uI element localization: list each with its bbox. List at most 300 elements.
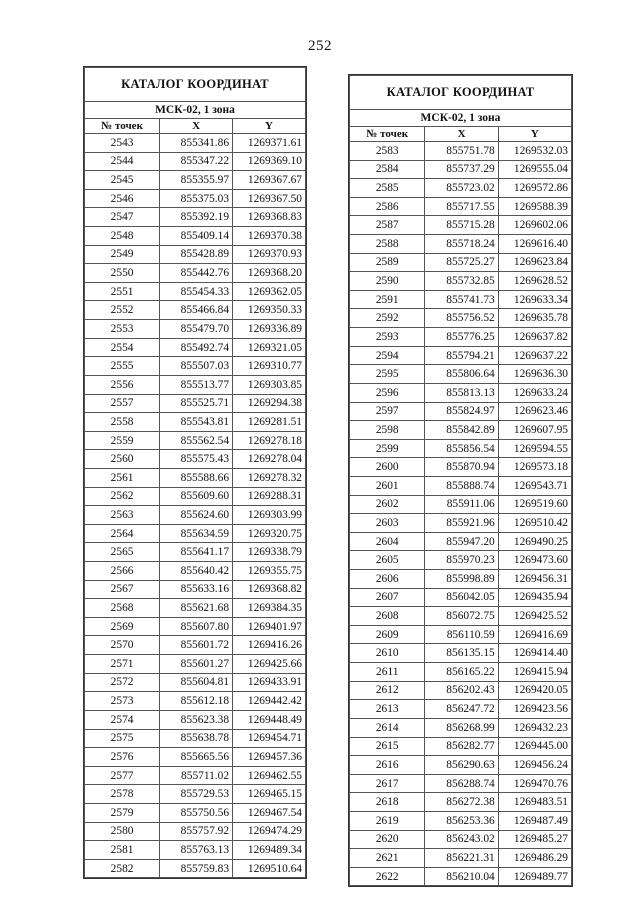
point-number-cell: 2568 (85, 599, 160, 618)
y-coordinate-cell: 1269637.22 (498, 346, 571, 365)
point-number-cell: 2567 (85, 580, 160, 599)
table-row (85, 282, 306, 301)
x-coordinate-cell: 855341.86 (160, 134, 233, 153)
table-row (85, 580, 306, 599)
point-number-cell: 2607 (350, 588, 425, 607)
catalog-rows (85, 134, 306, 878)
table-row (350, 811, 572, 830)
point-number-cell: 2595 (350, 365, 425, 384)
point-number-cell: 2543 (85, 134, 160, 153)
point-number-cell: 2562 (85, 487, 160, 506)
point-number-cell: 2576 (85, 748, 160, 767)
x-coordinate-cell: 855757.92 (160, 822, 233, 841)
y-coordinate-cell: 1269490.25 (498, 532, 571, 551)
x-coordinate-cell: 856268.99 (425, 718, 498, 737)
point-number-cell: 2548 (85, 227, 160, 246)
point-number-cell: 2592 (350, 309, 425, 328)
y-coordinate-cell: 1269384.35 (233, 599, 306, 618)
table-row (350, 663, 572, 682)
y-coordinate-cell: 1269588.39 (498, 197, 571, 216)
y-coordinate-cell: 1269489.77 (498, 867, 571, 886)
x-coordinate-cell: 855466.84 (160, 301, 233, 320)
y-coordinate-cell: 1269473.60 (498, 551, 571, 570)
point-number-cell: 2575 (85, 729, 160, 748)
point-number-cell: 2601 (350, 476, 425, 495)
y-coordinate-cell: 1269423.56 (498, 700, 571, 719)
point-number-cell: 2566 (85, 562, 160, 581)
table-row (85, 468, 306, 487)
y-coordinate-cell: 1269442.42 (233, 692, 306, 711)
x-coordinate-cell: 855717.55 (425, 197, 498, 216)
x-coordinate-cell: 855604.81 (160, 673, 233, 692)
point-number-cell: 2563 (85, 506, 160, 525)
point-number-cell: 2550 (85, 264, 160, 283)
x-coordinate-cell: 855806.64 (425, 365, 498, 384)
x-coordinate-cell: 856290.63 (425, 756, 498, 775)
x-coordinate-cell: 855634.59 (160, 524, 233, 543)
table-row (85, 487, 306, 506)
coordinate-catalog-left (83, 66, 307, 879)
point-number-cell: 2556 (85, 375, 160, 394)
table-row (350, 458, 572, 477)
point-number-cell: 2594 (350, 346, 425, 365)
y-coordinate-cell: 1269636.30 (498, 365, 571, 384)
table-row (350, 235, 572, 254)
x-coordinate-cell: 855454.33 (160, 282, 233, 301)
table-row (85, 748, 306, 767)
point-number-cell: 2555 (85, 357, 160, 376)
x-coordinate-cell: 855665.56 (160, 748, 233, 767)
y-coordinate-cell: 1269470.76 (498, 774, 571, 793)
x-coordinate-cell: 855776.25 (425, 328, 498, 347)
x-coordinate-cell: 855347.22 (160, 152, 233, 171)
table-row (85, 655, 306, 674)
table-row (85, 673, 306, 692)
point-number-cell: 2565 (85, 543, 160, 562)
table-row (85, 543, 306, 562)
x-coordinate-cell: 855911.06 (425, 495, 498, 514)
table-row (85, 803, 306, 822)
table-row (350, 681, 572, 700)
point-number-cell: 2577 (85, 766, 160, 785)
table-row (85, 208, 306, 227)
point-number-cell: 2553 (85, 320, 160, 339)
table-row (350, 532, 572, 551)
point-number-cell: 2611 (350, 663, 425, 682)
table-row (85, 785, 306, 804)
point-number-cell: 2602 (350, 495, 425, 514)
point-number-cell: 2598 (350, 421, 425, 440)
x-coordinate-cell: 855428.89 (160, 245, 233, 264)
x-coordinate-cell: 856110.59 (425, 625, 498, 644)
table-row (85, 413, 306, 432)
point-number-cell: 2616 (350, 756, 425, 775)
column-header-x: X (425, 127, 498, 142)
x-coordinate-cell: 855723.02 (425, 179, 498, 198)
y-coordinate-cell: 1269635.78 (498, 309, 571, 328)
y-coordinate-cell: 1269432.23 (498, 718, 571, 737)
y-coordinate-cell: 1269425.52 (498, 607, 571, 626)
x-coordinate-cell: 855621.68 (160, 599, 233, 618)
point-number-cell: 2614 (350, 718, 425, 737)
x-coordinate-cell: 855947.20 (425, 532, 498, 551)
y-coordinate-cell: 1269310.77 (233, 357, 306, 376)
y-coordinate-cell: 1269367.67 (233, 171, 306, 190)
y-coordinate-cell: 1269278.04 (233, 450, 306, 469)
y-coordinate-cell: 1269445.00 (498, 737, 571, 756)
x-coordinate-cell: 855525.71 (160, 394, 233, 413)
y-coordinate-cell: 1269486.29 (498, 849, 571, 868)
point-number-cell: 2578 (85, 785, 160, 804)
y-coordinate-cell: 1269281.51 (233, 413, 306, 432)
x-coordinate-cell: 855640.42 (160, 562, 233, 581)
point-number-cell: 2619 (350, 811, 425, 830)
table-row (85, 766, 306, 785)
point-number-cell: 2559 (85, 431, 160, 450)
point-number-cell: 2547 (85, 208, 160, 227)
y-coordinate-cell: 1269594.55 (498, 439, 571, 458)
y-coordinate-cell: 1269278.32 (233, 468, 306, 487)
y-coordinate-cell: 1269519.60 (498, 495, 571, 514)
point-number-cell: 2605 (350, 551, 425, 570)
table-row (350, 216, 572, 235)
x-coordinate-cell: 855562.54 (160, 431, 233, 450)
x-coordinate-cell: 855794.21 (425, 346, 498, 365)
y-coordinate-cell: 1269572.86 (498, 179, 571, 198)
x-coordinate-cell: 855607.80 (160, 617, 233, 636)
x-coordinate-cell: 855888.74 (425, 476, 498, 495)
y-coordinate-cell: 1269369.10 (233, 152, 306, 171)
catalog-table (84, 67, 306, 878)
point-number-cell: 2615 (350, 737, 425, 756)
point-number-cell: 2551 (85, 282, 160, 301)
y-coordinate-cell: 1269487.49 (498, 811, 571, 830)
point-number-cell: 2554 (85, 338, 160, 357)
point-number-cell: 2591 (350, 290, 425, 309)
table-row (350, 644, 572, 663)
y-coordinate-cell: 1269336.89 (233, 320, 306, 339)
point-number-cell: 2589 (350, 253, 425, 272)
table-row (350, 309, 572, 328)
x-coordinate-cell: 856272.38 (425, 793, 498, 812)
point-number-cell: 2571 (85, 655, 160, 674)
table-row (350, 346, 572, 365)
point-number-cell: 2622 (350, 867, 425, 886)
point-number-cell: 2579 (85, 803, 160, 822)
y-coordinate-cell: 1269415.94 (498, 663, 571, 682)
y-coordinate-cell: 1269555.04 (498, 160, 571, 179)
table-row (85, 450, 306, 469)
table-row (85, 692, 306, 711)
table-row (350, 383, 572, 402)
point-number-cell: 2570 (85, 636, 160, 655)
point-number-cell: 2586 (350, 197, 425, 216)
y-coordinate-cell: 1269532.03 (498, 142, 571, 161)
table-row (85, 729, 306, 748)
y-coordinate-cell: 1269457.36 (233, 748, 306, 767)
point-number-cell: 2549 (85, 245, 160, 264)
table-row (85, 394, 306, 413)
catalog-zone: МСК-02, 1 зона (85, 102, 306, 119)
table-row (350, 756, 572, 775)
y-coordinate-cell: 1269350.33 (233, 301, 306, 320)
point-number-cell: 2599 (350, 439, 425, 458)
x-coordinate-cell: 855612.18 (160, 692, 233, 711)
y-coordinate-cell: 1269485.27 (498, 830, 571, 849)
x-coordinate-cell: 855543.81 (160, 413, 233, 432)
point-number-cell: 2558 (85, 413, 160, 432)
table-row (350, 570, 572, 589)
catalog-table (349, 75, 572, 886)
point-number-cell: 2617 (350, 774, 425, 793)
y-coordinate-cell: 1269278.18 (233, 431, 306, 450)
point-number-cell: 2581 (85, 841, 160, 860)
y-coordinate-cell: 1269294.38 (233, 394, 306, 413)
y-coordinate-cell: 1269368.82 (233, 580, 306, 599)
x-coordinate-cell: 856042.05 (425, 588, 498, 607)
y-coordinate-cell: 1269465.15 (233, 785, 306, 804)
y-coordinate-cell: 1269623.84 (498, 253, 571, 272)
column-header-y: Y (498, 127, 571, 142)
x-coordinate-cell: 855856.54 (425, 439, 498, 458)
table-row (350, 160, 572, 179)
y-coordinate-cell: 1269543.71 (498, 476, 571, 495)
point-number-cell: 2610 (350, 644, 425, 663)
y-coordinate-cell: 1269435.94 (498, 588, 571, 607)
point-number-cell: 2613 (350, 700, 425, 719)
x-coordinate-cell: 855750.56 (160, 803, 233, 822)
x-coordinate-cell: 855718.24 (425, 235, 498, 254)
table-row (350, 421, 572, 440)
y-coordinate-cell: 1269633.34 (498, 290, 571, 309)
table-row (85, 375, 306, 394)
y-coordinate-cell: 1269633.24 (498, 383, 571, 402)
point-number-cell: 2621 (350, 849, 425, 868)
table-row (350, 774, 572, 793)
point-number-cell: 2612 (350, 681, 425, 700)
y-coordinate-cell: 1269433.91 (233, 673, 306, 692)
table-row (85, 134, 306, 153)
table-row (85, 152, 306, 171)
point-number-cell: 2582 (85, 859, 160, 878)
table-row (85, 245, 306, 264)
x-coordinate-cell: 855763.13 (160, 841, 233, 860)
table-row (85, 841, 306, 860)
y-coordinate-cell: 1269368.83 (233, 208, 306, 227)
catalog-zone: МСК-02, 1 зона (350, 110, 572, 127)
table-row (350, 514, 572, 533)
y-coordinate-cell: 1269420.05 (498, 681, 571, 700)
table-row (350, 625, 572, 644)
table-row (350, 495, 572, 514)
table-row (85, 301, 306, 320)
x-coordinate-cell: 855732.85 (425, 272, 498, 291)
table-row (85, 227, 306, 246)
table-row (350, 551, 572, 570)
point-number-cell: 2545 (85, 171, 160, 190)
x-coordinate-cell: 855623.38 (160, 710, 233, 729)
y-coordinate-cell: 1269425.66 (233, 655, 306, 674)
y-coordinate-cell: 1269637.82 (498, 328, 571, 347)
x-coordinate-cell: 856288.74 (425, 774, 498, 793)
point-number-cell: 2590 (350, 272, 425, 291)
point-number-cell: 2572 (85, 673, 160, 692)
point-number-cell: 2603 (350, 514, 425, 533)
y-coordinate-cell: 1269573.18 (498, 458, 571, 477)
table-row (85, 636, 306, 655)
table-row (350, 588, 572, 607)
table-row (350, 849, 572, 868)
x-coordinate-cell: 855588.66 (160, 468, 233, 487)
y-coordinate-cell: 1269467.54 (233, 803, 306, 822)
table-row (85, 264, 306, 283)
x-coordinate-cell: 856243.02 (425, 830, 498, 849)
point-number-cell: 2606 (350, 570, 425, 589)
x-coordinate-cell: 855507.03 (160, 357, 233, 376)
y-coordinate-cell: 1269320.75 (233, 524, 306, 543)
catalog-title: КАТАЛОГ КООРДИНАТ (350, 76, 572, 110)
x-coordinate-cell: 855715.28 (425, 216, 498, 235)
table-row (350, 290, 572, 309)
y-coordinate-cell: 1269456.24 (498, 756, 571, 775)
point-number-cell: 2585 (350, 179, 425, 198)
y-coordinate-cell: 1269368.20 (233, 264, 306, 283)
x-coordinate-cell: 855624.60 (160, 506, 233, 525)
x-coordinate-cell: 856253.36 (425, 811, 498, 830)
table-row (85, 506, 306, 525)
table-row (350, 607, 572, 626)
point-number-cell: 2580 (85, 822, 160, 841)
table-row (350, 700, 572, 719)
y-coordinate-cell: 1269367.50 (233, 189, 306, 208)
x-coordinate-cell: 855998.89 (425, 570, 498, 589)
y-coordinate-cell: 1269607.95 (498, 421, 571, 440)
y-coordinate-cell: 1269510.64 (233, 859, 306, 878)
table-row (85, 599, 306, 618)
y-coordinate-cell: 1269416.26 (233, 636, 306, 655)
point-number-cell: 2597 (350, 402, 425, 421)
x-coordinate-cell: 855921.96 (425, 514, 498, 533)
x-coordinate-cell: 855725.27 (425, 253, 498, 272)
point-number-cell: 2546 (85, 189, 160, 208)
table-row (350, 328, 572, 347)
x-coordinate-cell: 856210.04 (425, 867, 498, 886)
x-coordinate-cell: 855492.74 (160, 338, 233, 357)
y-coordinate-cell: 1269623.46 (498, 402, 571, 421)
x-coordinate-cell: 855970.23 (425, 551, 498, 570)
x-coordinate-cell: 856247.72 (425, 700, 498, 719)
column-header-point-number: № точек (350, 127, 425, 142)
table-row (85, 524, 306, 543)
point-number-cell: 2593 (350, 328, 425, 347)
x-coordinate-cell: 856165.22 (425, 663, 498, 682)
x-coordinate-cell: 855756.52 (425, 309, 498, 328)
y-coordinate-cell: 1269474.29 (233, 822, 306, 841)
y-coordinate-cell: 1269510.42 (498, 514, 571, 533)
point-number-cell: 2564 (85, 524, 160, 543)
point-number-cell: 2560 (85, 450, 160, 469)
y-coordinate-cell: 1269416.69 (498, 625, 571, 644)
x-coordinate-cell: 855870.94 (425, 458, 498, 477)
table-row (85, 189, 306, 208)
y-coordinate-cell: 1269414.40 (498, 644, 571, 663)
x-coordinate-cell: 855409.14 (160, 227, 233, 246)
column-header-y: Y (233, 119, 306, 134)
point-number-cell: 2588 (350, 235, 425, 254)
y-coordinate-cell: 1269370.93 (233, 245, 306, 264)
table-row (350, 272, 572, 291)
table-row (350, 253, 572, 272)
x-coordinate-cell: 855442.76 (160, 264, 233, 283)
table-row (85, 562, 306, 581)
table-row (350, 179, 572, 198)
x-coordinate-cell: 855375.03 (160, 189, 233, 208)
table-row (85, 859, 306, 878)
table-row (85, 822, 306, 841)
x-coordinate-cell: 855737.29 (425, 160, 498, 179)
x-coordinate-cell: 855355.97 (160, 171, 233, 190)
x-coordinate-cell: 855741.73 (425, 290, 498, 309)
x-coordinate-cell: 855633.16 (160, 580, 233, 599)
column-header-point-number: № точек (85, 119, 160, 134)
y-coordinate-cell: 1269370.38 (233, 227, 306, 246)
point-number-cell: 2569 (85, 617, 160, 636)
point-number-cell: 2620 (350, 830, 425, 849)
table-row (350, 867, 572, 886)
page-number: 252 (308, 38, 332, 54)
x-coordinate-cell: 855575.43 (160, 450, 233, 469)
x-coordinate-cell: 855711.02 (160, 766, 233, 785)
table-row (350, 793, 572, 812)
table-row (85, 171, 306, 190)
x-coordinate-cell: 856282.77 (425, 737, 498, 756)
catalog-rows (350, 142, 572, 886)
table-row (350, 142, 572, 161)
point-number-cell: 2608 (350, 607, 425, 626)
table-row (85, 320, 306, 339)
catalog-title: КАТАЛОГ КООРДИНАТ (85, 68, 306, 102)
y-coordinate-cell: 1269628.52 (498, 272, 571, 291)
x-coordinate-cell: 855601.27 (160, 655, 233, 674)
table-row (85, 338, 306, 357)
table-row (85, 357, 306, 376)
table-row (350, 476, 572, 495)
table-row (350, 830, 572, 849)
y-coordinate-cell: 1269462.55 (233, 766, 306, 785)
column-header-x: X (160, 119, 233, 134)
table-row (85, 617, 306, 636)
point-number-cell: 2600 (350, 458, 425, 477)
point-number-cell: 2561 (85, 468, 160, 487)
x-coordinate-cell: 855513.77 (160, 375, 233, 394)
table-row (350, 402, 572, 421)
x-coordinate-cell: 855609.60 (160, 487, 233, 506)
y-coordinate-cell: 1269321.05 (233, 338, 306, 357)
x-coordinate-cell: 856072.75 (425, 607, 498, 626)
x-coordinate-cell: 855824.97 (425, 402, 498, 421)
y-coordinate-cell: 1269362.05 (233, 282, 306, 301)
table-row (350, 737, 572, 756)
y-coordinate-cell: 1269454.71 (233, 729, 306, 748)
point-number-cell: 2573 (85, 692, 160, 711)
table-row (350, 718, 572, 737)
y-coordinate-cell: 1269303.99 (233, 506, 306, 525)
y-coordinate-cell: 1269602.06 (498, 216, 571, 235)
point-number-cell: 2574 (85, 710, 160, 729)
table-row (85, 710, 306, 729)
x-coordinate-cell: 855759.83 (160, 859, 233, 878)
coordinate-catalog-right (348, 74, 573, 887)
